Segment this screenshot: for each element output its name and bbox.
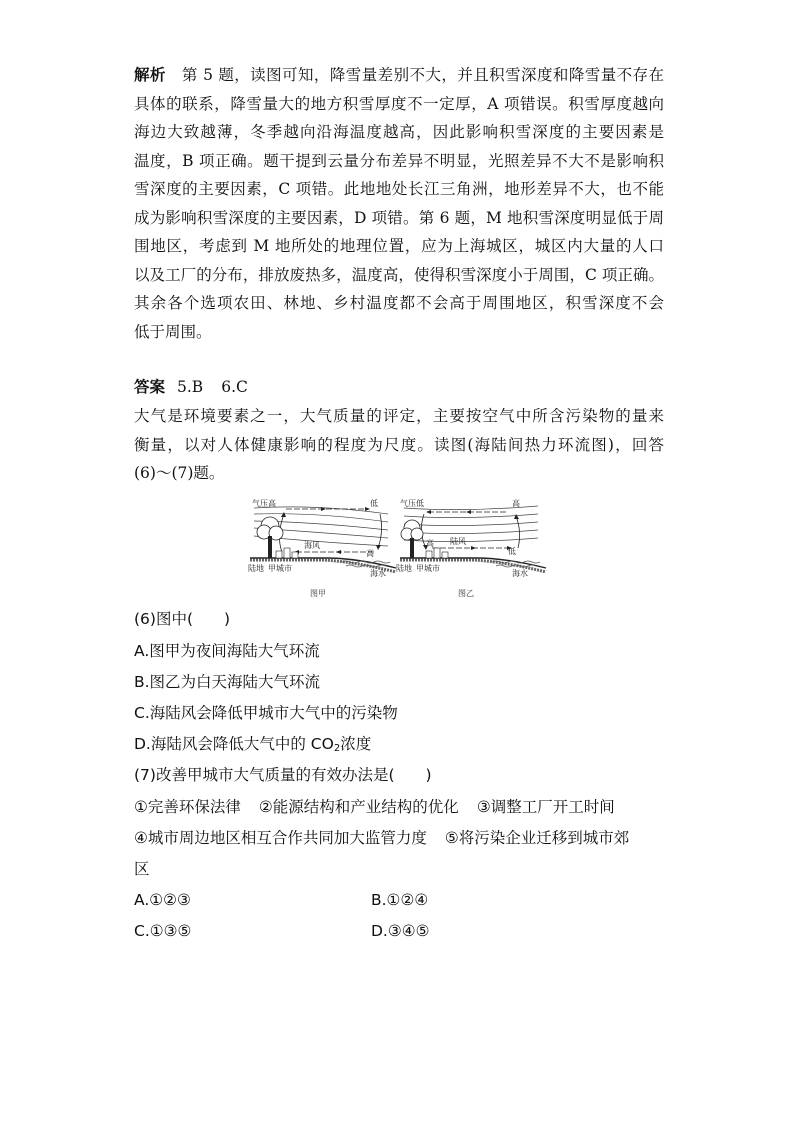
intro-line: 大气是环境要素之一，大气质量的评定，主要按空气中所含污染物的量来	[134, 407, 664, 425]
q7-item-2: ②能源结构和产业结构的优化	[258, 798, 459, 816]
circulation-figure	[246, 496, 542, 602]
q7-item-5-continued: 区	[134, 860, 150, 878]
right-sea-label: 海水	[512, 569, 528, 578]
q7-option-c: C.①③⑤	[134, 922, 192, 940]
explanation-paragraph	[134, 61, 664, 346]
explanation-line: 其余各个选项农田、林地、乡村温度都不会高于周围地区，积雪深度不会	[134, 294, 664, 312]
q6-option-c: C.海陆风会降低甲城市大气中的污染物	[134, 704, 398, 722]
right-high-label: 高	[426, 539, 434, 548]
right-wind-label: 陆风	[450, 537, 466, 546]
answer-6: 6.C	[221, 378, 248, 396]
right-caption: 图乙	[458, 589, 474, 598]
answer-line	[134, 375, 248, 399]
left-sea-label: 海水	[370, 569, 386, 578]
intro-line: (6)～(7)题。	[134, 464, 225, 482]
left-land-label: 陆地	[248, 564, 264, 573]
explanation-line: 雪深度的主要因素，C 项错。此地地处长江三角洲，地形差异不大，也不能	[134, 180, 664, 198]
left-wind-label: 海风	[304, 541, 320, 550]
explanation-line: 温度，B 项正确。题干提到云量分布差异不明显，光照差异不大不是影响积	[134, 151, 664, 170]
right-pressure-label: 气压低	[400, 499, 424, 508]
left-pressure-label: 气压高	[252, 499, 276, 508]
q7-option-b: B.①②④	[371, 891, 429, 909]
right-land-label: 陆地	[396, 564, 412, 573]
q7-item-5: ⑤将污染企业迁移到城市郊	[444, 829, 630, 847]
explanation-line: 解析 第 5 题，读图可知，降雪量差别不大，并且积雪深度和降雪量不存在	[134, 66, 664, 84]
left-caption: 图甲	[310, 589, 326, 598]
left-high-label: 高	[366, 549, 374, 558]
q7-option-d: D.③④⑤	[371, 922, 430, 940]
q7-item-3: ③调整工厂开工时间	[476, 798, 615, 816]
q6-option-d: D.海陆风会降低大气中的 $CO_2$浓度	[134, 735, 372, 754]
left-low-label: 低	[370, 499, 378, 508]
right-city-label: 甲城市	[416, 564, 440, 573]
figure-right-panel	[396, 498, 546, 598]
right-low-label: 低	[508, 547, 516, 556]
intro-paragraph	[134, 402, 664, 488]
circulation-diagram	[246, 496, 542, 602]
q7-items-row-1	[134, 795, 615, 819]
answer-label: 答案	[134, 378, 166, 396]
explanation-line: 以及工厂的分布，排放废热多，温度高，使得积雪深度小于周围，C 项正确。	[134, 265, 664, 284]
explanation-line: 低于周围。	[134, 322, 212, 341]
right-high-top-label: 高	[512, 499, 520, 508]
figure-left-panel	[248, 498, 396, 598]
answer-5: 5.B	[177, 378, 204, 396]
q6-option-a: A.图甲为夜间海陆大气环流	[134, 642, 320, 660]
q7-item-4: ④城市周边地区相互合作共同加大监管力度	[134, 829, 427, 847]
explanation-line: 具体的联系，降雪量大的地方积雪厚度不一定厚，A 项错误。积雪厚度越向	[134, 94, 664, 113]
left-city-label: 甲城市	[268, 564, 292, 573]
q7-option-a: A.①②③	[134, 891, 191, 909]
q6-stem: (6)图中( )	[134, 610, 231, 628]
explanation-line: 围地区，考虑到 M 地所处的地理位置，应为上海城区，城区内大量的人口	[134, 237, 664, 255]
q7-stem: (7)改善甲城市大气质量的有效办法是( )	[134, 766, 432, 784]
q7-items-row-2	[134, 826, 629, 850]
explanation-label: 解析	[134, 66, 166, 84]
intro-line: 衡量，以对人体健康影响的程度为尺度。读图(海陆间热力环流图)，回答	[134, 435, 664, 454]
explanation-line: 成为影响积雪深度的主要因素，D 项错。第 6 题，M 地积雪深度明显低于周	[134, 208, 664, 227]
q6-option-b: B.图乙为白天海陆大气环流	[134, 673, 321, 691]
explanation-line: 海边大致越薄，冬季越向沿海温度越高，因此影响积雪深度的主要因素是	[134, 123, 664, 141]
q7-item-1: ①完善环保法律	[134, 798, 241, 816]
